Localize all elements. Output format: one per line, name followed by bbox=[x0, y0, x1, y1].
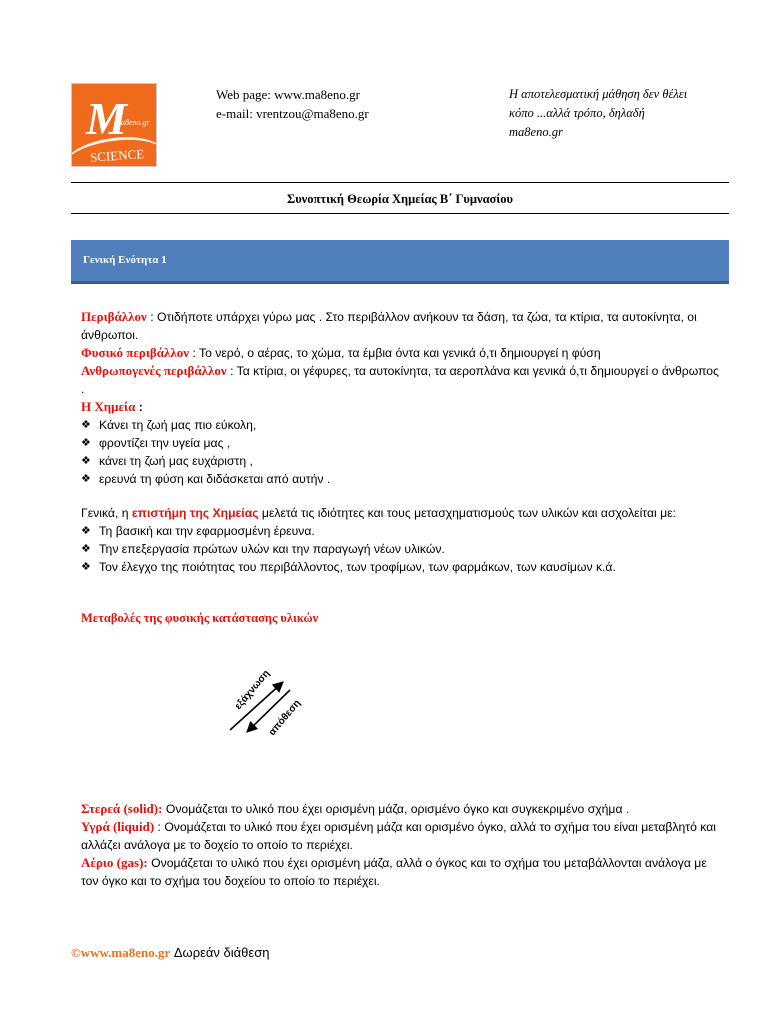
science-term: επιστήμη της Χημείας bbox=[131, 506, 259, 520]
definitions-block bbox=[81, 308, 721, 488]
ma8eno-logo bbox=[71, 83, 157, 167]
chemistry-heading bbox=[81, 398, 721, 416]
gas-term: Αέριο (gas): bbox=[81, 855, 148, 870]
chemistry-bullets bbox=[81, 416, 721, 488]
natural-environment-term: Φυσικό περιβάλλον bbox=[81, 345, 190, 360]
section-heading: Μεταβολές της φυσικής κατάστασης υλικών bbox=[81, 611, 319, 625]
solid-term: Στερεά (solid): bbox=[81, 801, 163, 816]
list-item: ❖ Την επεξεργασία πρώτων υλών και την παραγωγή νέων υλικών. bbox=[81, 542, 445, 556]
science-bullets bbox=[81, 522, 721, 576]
list-item: ❖ κάνει τη ζωή μας ευχάριστη , bbox=[81, 454, 253, 468]
section-band bbox=[71, 240, 729, 284]
logo-small-text: a8eno.gr bbox=[121, 118, 150, 127]
diamond-bullet-icon: ❖ bbox=[81, 473, 91, 485]
email-line: e-mail: vrentzou@ma8eno.gr bbox=[216, 106, 369, 121]
gas-definition: Αέριο (gas): Ονομάζεται το υλικό που έχει ορισμένη μάζα, αλλά ο όγκος και το σχήμα του μεταβάλλονται ανάλογα με τον όγκο και το σχήμα του δοχείου το οποίο το περιέχει. bbox=[81, 855, 707, 888]
list-item: ❖ φροντίζει την υγεία μας , bbox=[81, 436, 231, 450]
environment-definition bbox=[81, 308, 721, 344]
environment-term: Περιβάλλον bbox=[81, 309, 147, 324]
diamond-bullet-icon: ❖ bbox=[81, 419, 91, 431]
man-made-environment-definition bbox=[81, 362, 721, 398]
science-paragraph: Γενικά, η επιστήμη της Χημείας μελετά τις ιδιότητες και τους μετασχηματισμούς των υλικών και ασχολείται με: bbox=[81, 506, 676, 520]
motto-line-3: ma8eno.gr bbox=[509, 125, 563, 139]
states-block bbox=[81, 800, 721, 890]
web-page-line: Web page: www.ma8eno.gr bbox=[216, 87, 360, 102]
logo-word: SCIENCE bbox=[89, 146, 145, 165]
man-made-environment-text: : Τα κτίρια, οι γέφυρες, τα αυτοκίνητα, τα αεροπλάνα και γενικά ό,τι δημιουργεί ο άνθρωπος . bbox=[81, 364, 719, 396]
title-top-rule bbox=[71, 182, 729, 183]
page-title: Συνοπτική Θεωρία Χημείας Β΄ Γυμνασίου bbox=[287, 192, 513, 206]
motto bbox=[509, 85, 719, 142]
diamond-bullet-icon: ❖ bbox=[81, 525, 91, 537]
environment-text: : Οτιδήποτε υπάρχει γύρω μας . Στο περιβάλλον ανήκουν τα δάση, τα ζώα, τα κτίρια, τα αυτοκίνητα, οι άνθρωποι. bbox=[81, 310, 697, 342]
diamond-bullet-icon: ❖ bbox=[81, 455, 91, 467]
footer-brand-link[interactable]: ©www.ma8eno.gr bbox=[71, 945, 171, 960]
natural-environment-definition bbox=[81, 344, 721, 362]
sublimation-label: εξάχνωση bbox=[232, 668, 273, 712]
solid-definition: Στερεά (solid): Ονομάζεται το υλικό που έχει ορισμένη μάζα, ορισμένο όγκο και συγκεκριμένο σχήμα . bbox=[81, 801, 630, 816]
diamond-bullet-icon: ❖ bbox=[81, 543, 91, 555]
liquid-term: Υγρά (liquid) bbox=[81, 819, 155, 834]
motto-line-1: Η αποτελεσματική μάθηση δεν θέλει bbox=[509, 87, 688, 101]
list-item: ❖ Τη βασική και την εφαρμοσμένη έρευνα. bbox=[81, 524, 315, 538]
contact-info bbox=[216, 85, 369, 123]
deposition-label: απόθεση bbox=[266, 697, 303, 738]
man-made-environment-term: Ανθρωπογενές περιβάλλον bbox=[81, 363, 227, 378]
science-block bbox=[81, 504, 721, 576]
band-label: Γενική Ενότητα 1 bbox=[83, 254, 167, 266]
list-item: ❖ ερευνά τη φύση και διδάσκεται από αυτήν . bbox=[81, 472, 331, 486]
chemistry-term: Η Χημεία bbox=[81, 399, 136, 414]
chemistry-colon: : bbox=[135, 400, 143, 414]
liquid-definition: Υγρά (liquid) : Ονομάζεται το υλικό που έχει ορισμένη μάζα και ορισμένο όγκο, αλλά το σχήμα του είναι μεταβλητό και αλλάζει ανάλογα με το δοχείο το οποίο το περιέχει. bbox=[81, 819, 716, 852]
diamond-bullet-icon: ❖ bbox=[81, 561, 91, 573]
logo-letter: M bbox=[86, 93, 125, 144]
phase-change-diagram bbox=[225, 660, 335, 750]
diamond-bullet-icon: ❖ bbox=[81, 437, 91, 449]
footer bbox=[71, 945, 269, 961]
motto-line-2: κόπο ...αλλά τρόπο, δηλαδή bbox=[509, 106, 645, 120]
title-bottom-rule bbox=[71, 213, 729, 214]
list-item: ❖ Κάνει τη ζωή μας πιο εύκολη, bbox=[81, 418, 257, 432]
list-item: ❖ Τον έλεγχο της ποιότητας του περιβάλλοντος, των τροφίμων, των φαρμάκων, των καυσίμων κ.ά. bbox=[81, 560, 616, 574]
natural-environment-text: : Το νερό, ο αέρας, το χώμα, τα έμβια όντα και γενικά ό,τι δημιουργεί η φύση bbox=[189, 346, 601, 360]
footer-text: Δωρεάν διάθεση bbox=[170, 945, 270, 960]
